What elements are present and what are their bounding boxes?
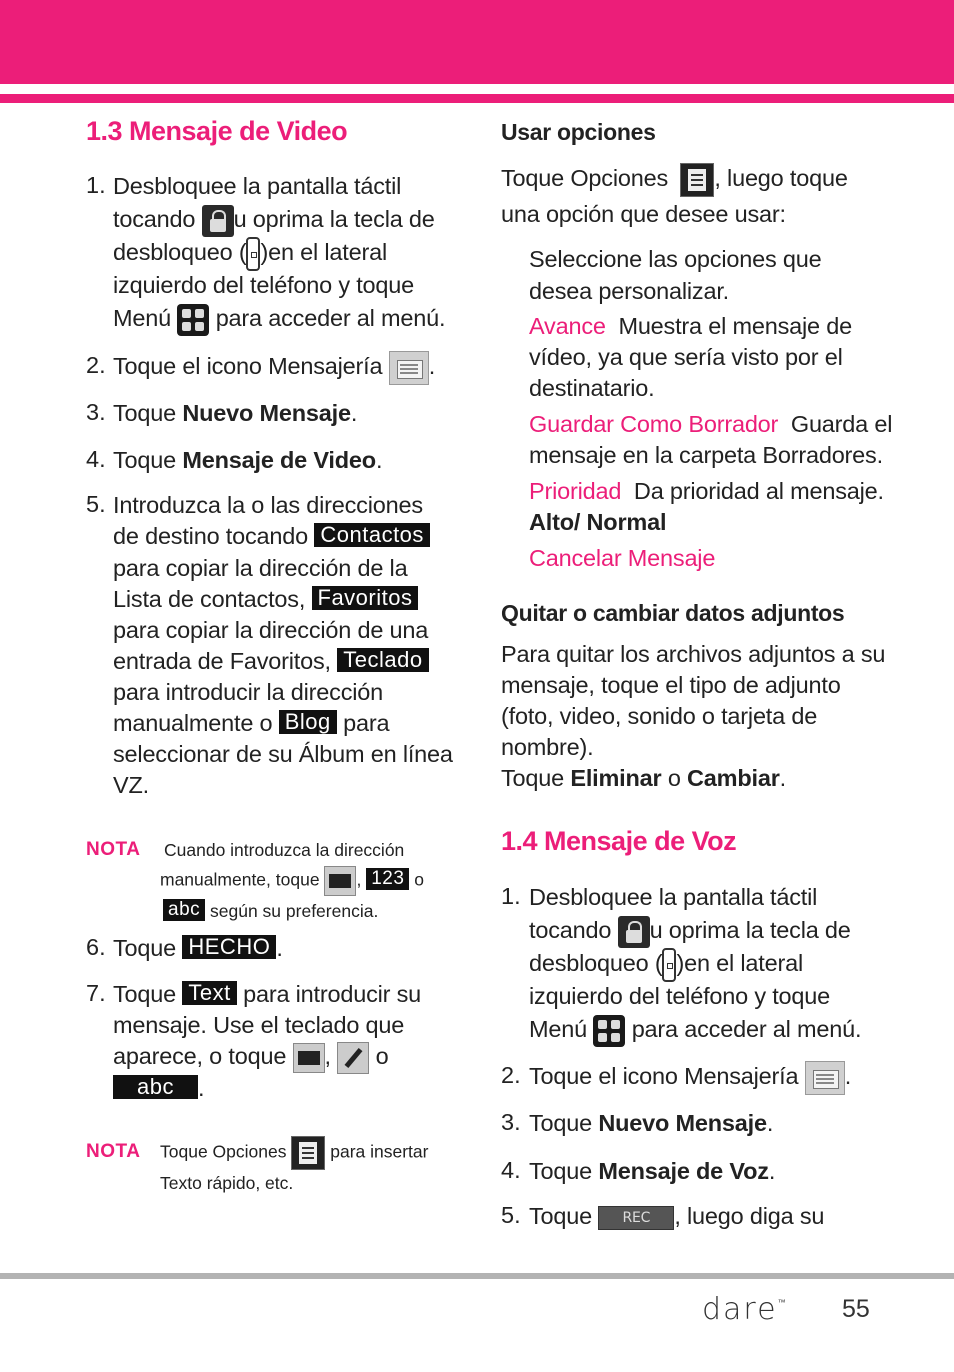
step-text: Toque Mensaje de Video. [113,447,383,473]
step-text: Desbloquee la pantalla táctil [113,173,402,199]
note-text: manualmente, toque , 123 o [160,866,424,896]
step-text: de destino tocando Contactos [113,520,430,552]
step-text: Toque REC , luego diga su [529,1203,825,1229]
note-label: NOTA [86,839,141,860]
record-button: REC [598,1206,674,1230]
messaging-icon [805,1061,845,1095]
step-text: entrada de Favoritos, Teclado [113,645,429,677]
step-text: tocando u oprima la tecla de [113,203,435,237]
option-text: destinatario. [529,375,655,401]
keyboard-button: Teclado [337,648,428,672]
body-text: nombre). [501,734,594,760]
step-text: mensaje. Use el teclado que [113,1012,405,1038]
step-number: 5. [501,1202,521,1228]
step-number: 4. [501,1157,521,1183]
unlock-key-icon [246,237,260,271]
step-text: Toque el icono Mensajería . [113,350,435,385]
note-text: Cuando introduzca la dirección [164,840,405,860]
step-number: 3. [86,399,106,425]
keyboard-icon [293,1043,325,1073]
step-number: 5. [86,491,106,517]
pen-icon [337,1042,369,1074]
step-text: para copiar la dirección de una [113,617,429,643]
step-text: Lista de contactos, Favoritos [113,583,418,615]
body-text: Toque Opciones , luego toque [501,162,848,197]
option-text: vídeo, ya que sería visto por el [529,344,843,370]
step-number: 3. [501,1109,521,1135]
header-rule [0,94,954,103]
header-bar [0,0,954,84]
options-icon [680,163,714,197]
step-text: Toque Mensaje de Voz. [529,1158,776,1184]
subheading-usar-opciones: Usar opciones [501,119,656,145]
note-label: NOTA [86,1141,141,1162]
section-title-video: 1.3 Mensaje de Video [86,116,348,146]
page-number: 55 [842,1295,870,1323]
step-text: Toque Text para introducir su [113,980,422,1007]
step-text: tocando u oprima la tecla de [529,914,851,948]
step-text: Toque el icono Mensajería . [529,1060,851,1095]
step-text: para copiar la dirección de la [113,555,408,581]
favorites-button: Favoritos [312,586,419,610]
abc-button: abc [113,1075,198,1099]
step-number: 2. [501,1062,521,1088]
unlock-key-icon [662,948,676,982]
step-text: izquierdo del teléfono y toque [529,983,831,1009]
step-text: izquierdo del teléfono y toque [113,272,415,298]
footer-rule [0,1273,954,1279]
step-text: desbloqueo ( )en el lateral [113,236,387,271]
keyboard-icon [324,866,356,896]
note-text: Texto rápido, etc. [160,1173,294,1193]
option-text: Alto/ Normal [529,509,667,535]
body-text: Toque Eliminar o Cambiar. [501,765,787,791]
step-text: Desbloquee la pantalla táctil [529,884,818,910]
body-text: una opción que desee usar: [501,201,786,227]
step-text: VZ. [113,772,149,798]
menu-icon [593,1015,625,1047]
step-text: manualmente o Blog para [113,709,390,736]
note-text: Toque Opciones para insertar [160,1136,428,1170]
step-number: 1. [86,172,106,198]
note-text: abc según su preferencia. [163,899,378,922]
step-number: 2. [86,352,106,378]
step-number: 4. [86,446,106,472]
option-text: Seleccione las opciones que [529,246,822,272]
contacts-button: Contactos [314,523,430,547]
step-text: para introducir la dirección [113,679,384,705]
step-text: Menú para acceder al menú. [529,1013,861,1047]
section-title-voz: 1.4 Mensaje de Voz [501,826,737,856]
body-text: (foto, video, sonido o tarjeta de [501,703,818,729]
brand-logo: dare™ [702,1292,788,1327]
step-text: desbloqueo ( )en el lateral [529,947,803,982]
step-text: aparece, o toque , o [113,1040,388,1074]
step-text: Menú para acceder al menú. [113,302,445,336]
step-text: seleccionar de su Álbum en línea [113,741,453,767]
menu-icon [177,304,209,336]
option-guardar: Guardar Como Borrador Guarda el [529,411,893,437]
step-text: Toque HECHO . [113,934,283,961]
messaging-icon [389,351,429,385]
body-text: mensaje, toque el tipo de adjunto [501,672,841,698]
text-button: Text [182,981,236,1005]
lock-icon [202,205,234,237]
option-text: desea personalizar. [529,278,730,304]
option-prioridad: Prioridad Da prioridad al mensaje. [529,478,884,504]
step-text: Toque Nuevo Mensaje. [529,1110,774,1136]
options-icon [291,1136,325,1170]
step-text: Introduzca la o las direcciones [113,492,423,518]
option-cancelar: Cancelar Mensaje [529,545,716,571]
blog-button: Blog [279,710,337,734]
abc-button: abc [163,899,205,921]
done-button: HECHO [182,935,276,959]
step-number: 6. [86,934,106,960]
subheading-quitar: Quitar o cambiar datos adjuntos [501,600,845,626]
step-number: 7. [86,980,106,1006]
numeric-button: 123 [366,868,409,890]
option-avance: Avance Muestra el mensaje de [529,313,852,339]
step-text: abc . [113,1072,204,1104]
body-text: Para quitar los archivos adjuntos a su [501,641,886,667]
step-number: 1. [501,883,521,909]
step-text: Toque Nuevo Mensaje. [113,400,358,426]
option-text: mensaje en la carpeta Borradores. [529,442,883,468]
lock-icon [618,916,650,948]
